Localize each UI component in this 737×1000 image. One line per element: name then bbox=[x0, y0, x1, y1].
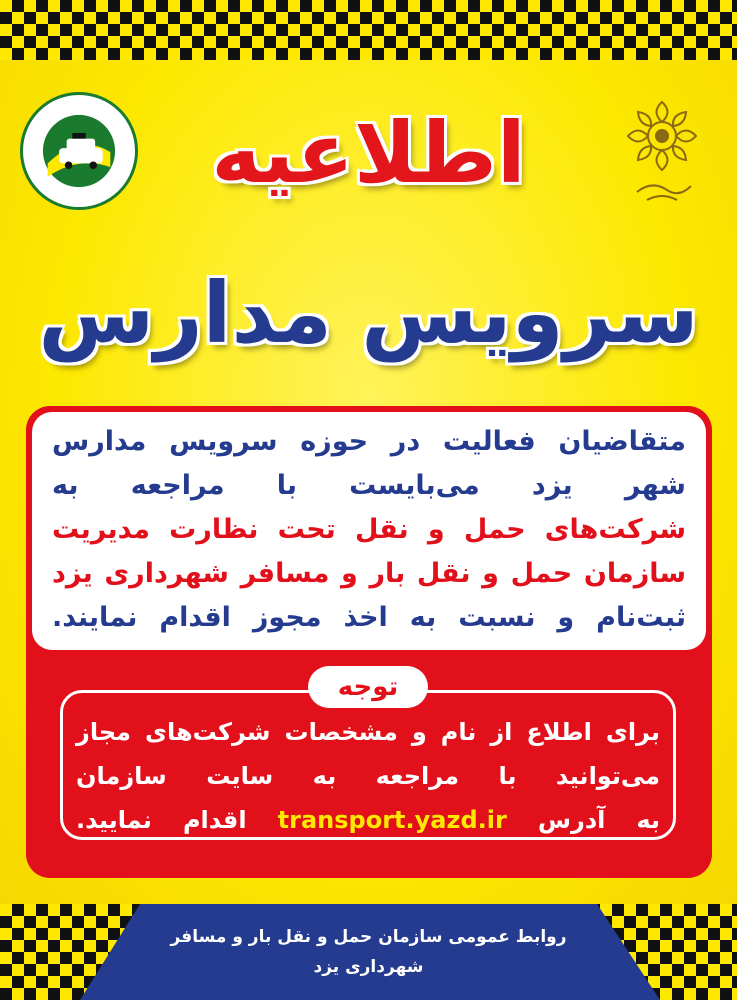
page-subtitle: سرویس مدارس bbox=[38, 264, 699, 362]
announcement-line: متقاضیان فعالیت در حوزه سرویس مدارس bbox=[52, 426, 686, 457]
website-link[interactable]: transport.yazd.ir bbox=[277, 806, 507, 834]
note-line-address bbox=[76, 798, 660, 842]
note-line: برای اطلاع از نام و مشخصات شرکت‌های مجاز bbox=[76, 718, 660, 746]
yazd-municipality-logo-icon bbox=[607, 88, 717, 208]
note-line: می‌توانید با مراجعه به سایت سازمان bbox=[76, 762, 660, 790]
announcement-line-highlight: شرکت‌های حمل و نقل تحت نظارت مدیریت bbox=[52, 514, 686, 545]
address-prefix: به آدرس bbox=[537, 806, 660, 834]
note-badge: توجه bbox=[308, 666, 428, 708]
announcement-line: ثبت‌نام و نسبت به اخذ مجوز اقدام نمایند. bbox=[52, 602, 686, 633]
footer-credit: روابط عمومی سازمان حمل و نقل بار و مسافر شهرداری یزد bbox=[170, 927, 567, 977]
announcement-line-highlight: سازمان حمل و نقل بار و مسافر شهرداری یزد bbox=[52, 558, 686, 589]
announcement-line: شهر یزد می‌بایست با مراجعه به bbox=[52, 470, 686, 501]
address-suffix: اقدام نمایید. bbox=[76, 806, 247, 834]
note-text bbox=[76, 710, 660, 842]
checker-pattern-top bbox=[0, 0, 737, 60]
announcement-text bbox=[52, 420, 686, 640]
taxi-transport-logo-icon bbox=[20, 92, 138, 210]
page-title: اطلاعیه bbox=[211, 104, 526, 202]
